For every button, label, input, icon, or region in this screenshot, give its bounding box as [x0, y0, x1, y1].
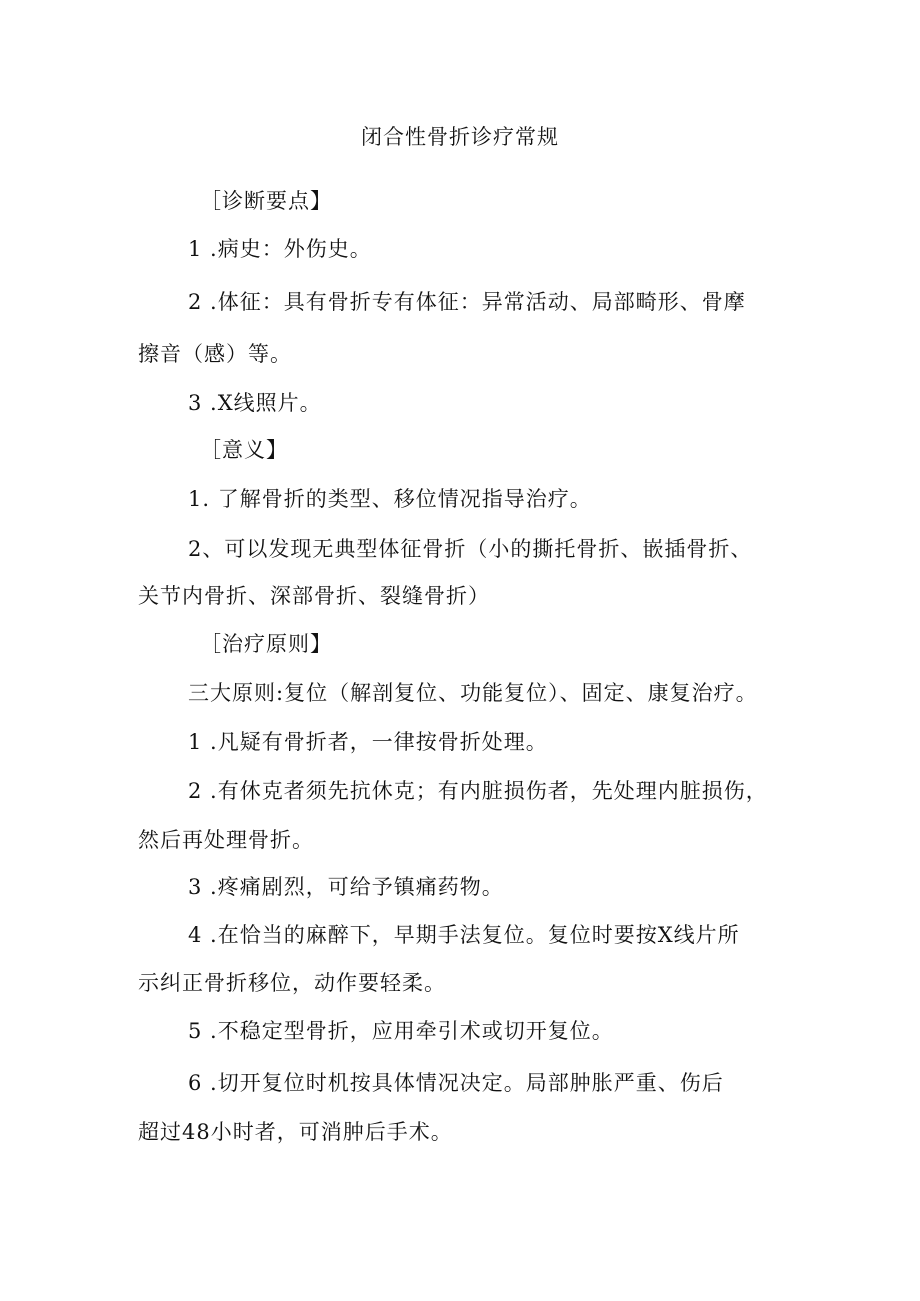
treatment-item-6-cont: 超过48小时者，可消肿后手术。 [138, 1120, 453, 1144]
section-heading-diagnosis: ［诊断要点】 [200, 189, 332, 213]
diagnosis-item-signs: 2 .体征：具有骨折专有体征：异常活动、局部畸形、骨摩 [188, 290, 746, 314]
treatment-item-2-cont: 然后再处理骨折。 [138, 828, 314, 852]
diagnosis-item-history: 1 .病史：外伤史。 [188, 237, 372, 261]
section-heading-significance: ［意义】 [200, 438, 288, 462]
treatment-item-4: 4 .在恰当的麻醉下，早期手法复位。复位时要按X线片所 [188, 923, 740, 947]
significance-item-1: 1. 了解骨折的类型、移位情况指导治疗。 [188, 487, 592, 511]
treatment-item-2: 2 .有休克者须先抗休克；有内脏损伤者，先处理内脏损伤， [188, 779, 768, 803]
treatment-item-6: 6 .切开复位时机按具体情况决定。局部肿胀严重、伤后 [188, 1071, 724, 1095]
diagnosis-item-signs-cont: 擦音（感）等。 [138, 342, 292, 366]
significance-item-2: 2、可以发现无典型体征骨折（小的撕托骨折、嵌插骨折、 [188, 537, 753, 561]
treatment-principle: 三大原则:复位（解剖复位、功能复位）、固定、康复治疗。 [188, 681, 758, 705]
section-heading-treatment: ［治疗原则】 [200, 632, 332, 656]
treatment-item-3: 3 .疼痛剧烈，可给予镇痛药物。 [188, 875, 504, 899]
significance-item-2-cont: 关节内骨折、深部骨折、裂缝骨折） [138, 584, 490, 608]
diagnosis-item-xray: 3 .X线照片。 [188, 391, 322, 415]
treatment-item-1: 1 .凡疑有骨折者，一律按骨折处理。 [188, 730, 548, 754]
treatment-item-4-cont: 示纠正骨折移位，动作要轻柔。 [138, 971, 446, 995]
treatment-item-5: 5 .不稳定型骨折，应用牵引术或切开复位。 [188, 1019, 614, 1043]
document-title: 闭合性骨折诊疗常规 [361, 125, 559, 149]
